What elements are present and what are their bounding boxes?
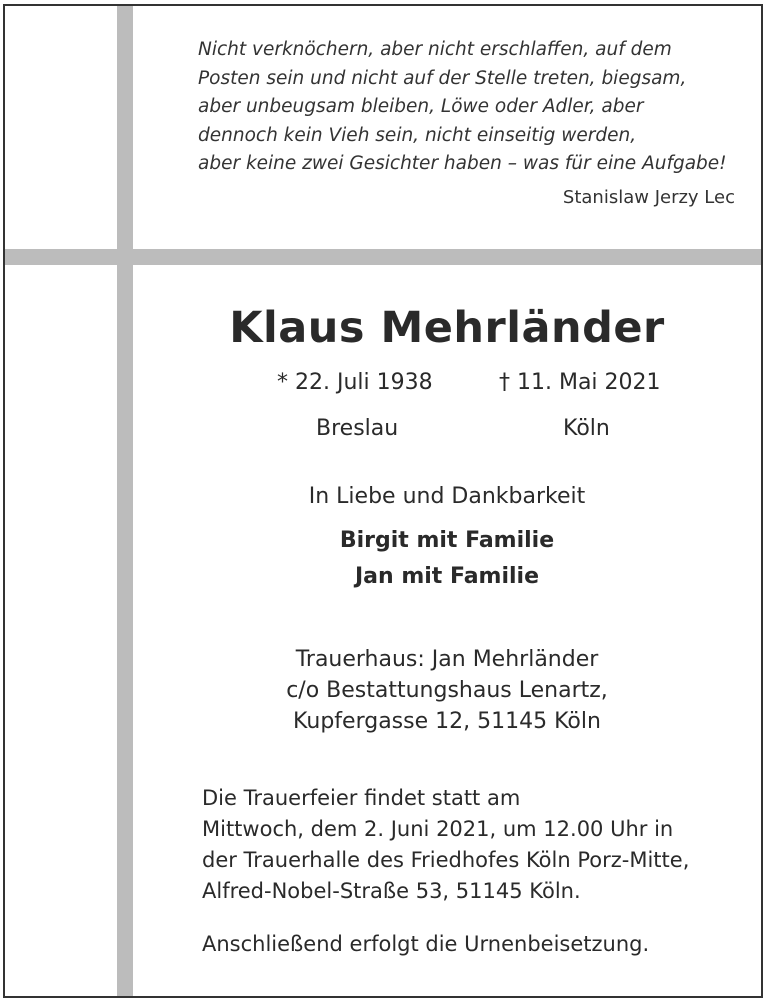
mourner-family: Birgit mit Familie (339, 528, 555, 553)
deceased-name: Klaus Mehrländer (229, 303, 665, 353)
ceremony-line: der Trauerhalle des Friedhofes Köln Porz-Mitte, (202, 848, 690, 872)
quote-author: Stanislaw Jerzy Lec (562, 187, 735, 208)
ceremony-block (202, 783, 689, 907)
quote-line: dennoch kein Vieh sein, nicht einseitig werden, (198, 124, 637, 146)
address-line: Kupfergasse 12, 51145 Köln (293, 709, 601, 734)
burial-note: Anschließend erfolgt die Urnenbeisetzung. (202, 932, 650, 956)
obituary-frame (3, 4, 763, 998)
ceremony-line: Alfred-Nobel-Straße 53, 51145 Köln. (202, 879, 581, 903)
cross-vertical-beam (117, 6, 133, 996)
death-place: Köln (563, 416, 610, 441)
ceremony-line: Mittwoch, dem 2. Juni 2021, um 12.00 Uhr in (202, 817, 674, 841)
address-line: c/o Bestattungshaus Lenartz, (286, 678, 608, 703)
birth-place: Breslau (316, 416, 399, 441)
quote-block (198, 36, 738, 179)
ceremony-line: Die Trauerfeier findet statt am (202, 786, 521, 810)
birth-date: * 22. Juli 1938 (277, 370, 433, 395)
quote-line: aber unbeugsam bleiben, Löwe oder Adler, aber (198, 96, 644, 117)
mourners-intro: In Liebe und Dankbarkeit (308, 484, 586, 509)
quote-line: Nicht verknöchern, aber nicht erschlaffen, auf dem (198, 39, 672, 60)
death-date: † 11. Mai 2021 (499, 370, 661, 395)
quote-line: aber keine zwei Gesichter haben – was für eine Aufgabe! (198, 153, 727, 174)
mourner-family: Jan mit Familie (354, 564, 540, 589)
cross-horizontal-beam (5, 249, 761, 265)
address-line: Trauerhaus: Jan Mehrländer (295, 647, 599, 672)
quote-line: Posten sein und nicht auf der Stelle treten, biegsam, (198, 67, 687, 89)
